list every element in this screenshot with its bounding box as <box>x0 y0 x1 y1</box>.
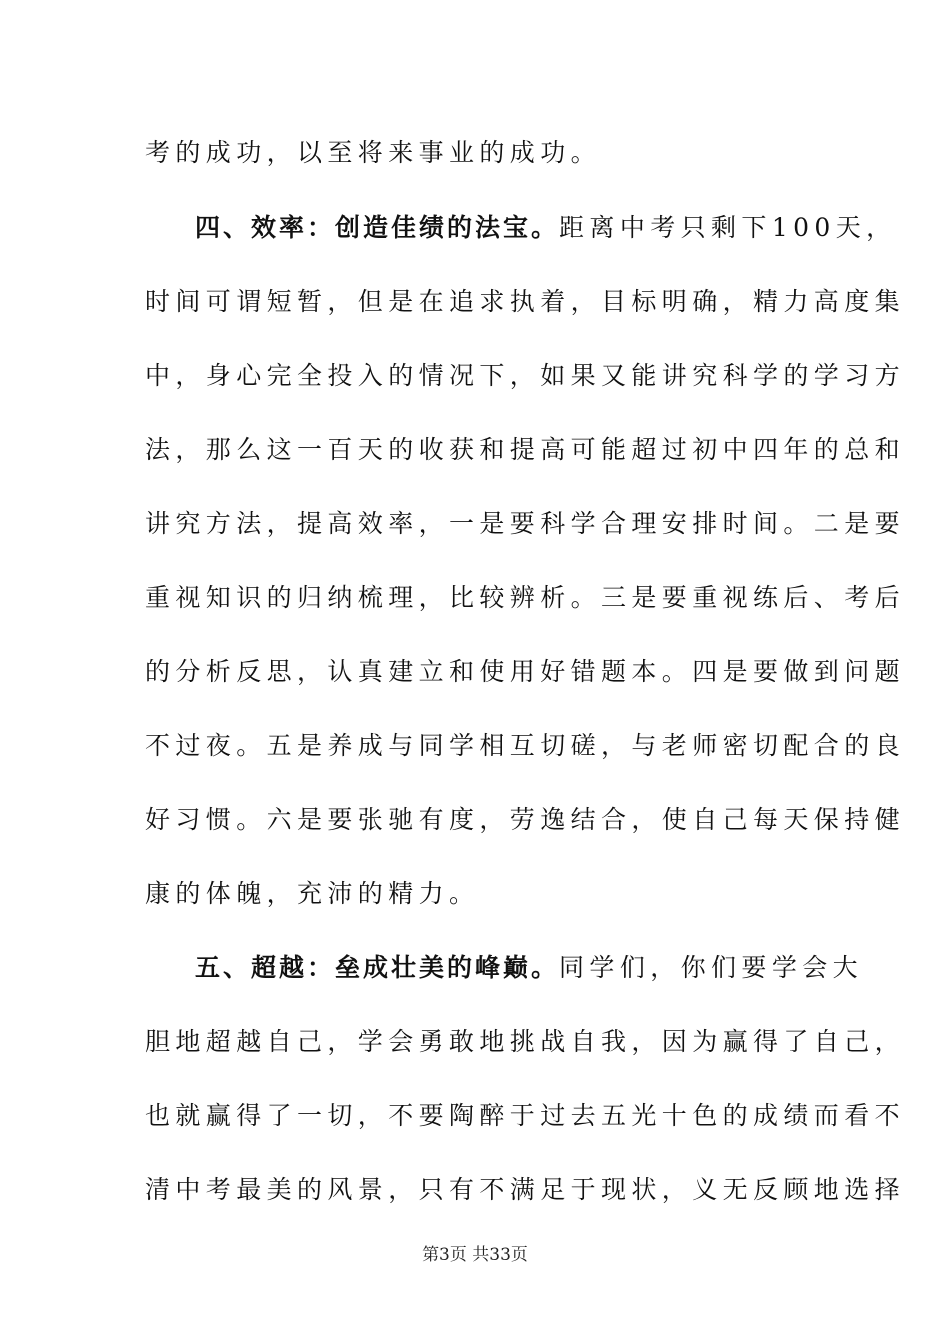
text-line-6: 讲究方法，提高效率，一是要科学合理安排时间。二是要 <box>145 509 906 538</box>
text-line-7: 重视知识的归纳梳理，比较辨析。三是要重视练后、考后 <box>145 583 906 612</box>
text-line-11: 康的体魄，充沛的精力。 <box>145 879 480 908</box>
text-line-9: 不过夜。五是养成与同学相互切磋，与老师密切配合的良 <box>145 731 906 760</box>
text-line-8: 的分析反思，认真建立和使用好错题本。四是要做到问题 <box>145 657 906 686</box>
text-line-5: 法，那么这一百天的收获和提高可能超过初中四年的总和 <box>145 435 906 464</box>
text-line-14: 也就赢得了一切，不要陶醉于过去五光十色的成绩而看不 <box>145 1101 906 1130</box>
section-4-paragraph-start <box>195 213 897 243</box>
section-5-heading: 五、超越：垒成壮美的峰巅。 <box>195 953 560 982</box>
text-line-3: 时间可谓短暂，但是在追求执着，目标明确，精力高度集 <box>145 287 906 316</box>
section-4-lead-text: 距离中考只剩下100天， <box>559 213 897 242</box>
section-4-heading: 四、效率：创造佳绩的法宝。 <box>195 213 560 242</box>
section-5-paragraph-start <box>195 953 864 983</box>
text-line-15: 清中考最美的风景，只有不满足于现状，义无反顾地选择 <box>145 1175 906 1204</box>
text-line-4: 中，身心完全投入的情况下，如果又能讲究科学的学习方 <box>145 361 906 390</box>
page-number-footer: 第3页 共33页 <box>422 1245 528 1265</box>
text-line-1: 考的成功，以至将来事业的成功。 <box>145 138 602 167</box>
text-line-10: 好习惯。六是要张驰有度，劳逸结合，使自己每天保持健 <box>145 805 906 834</box>
text-line-13: 胆地超越自己，学会勇敢地挑战自我，因为赢得了自己， <box>145 1027 906 1056</box>
section-5-lead-text: 同学们，你们要学会大 <box>559 953 864 982</box>
